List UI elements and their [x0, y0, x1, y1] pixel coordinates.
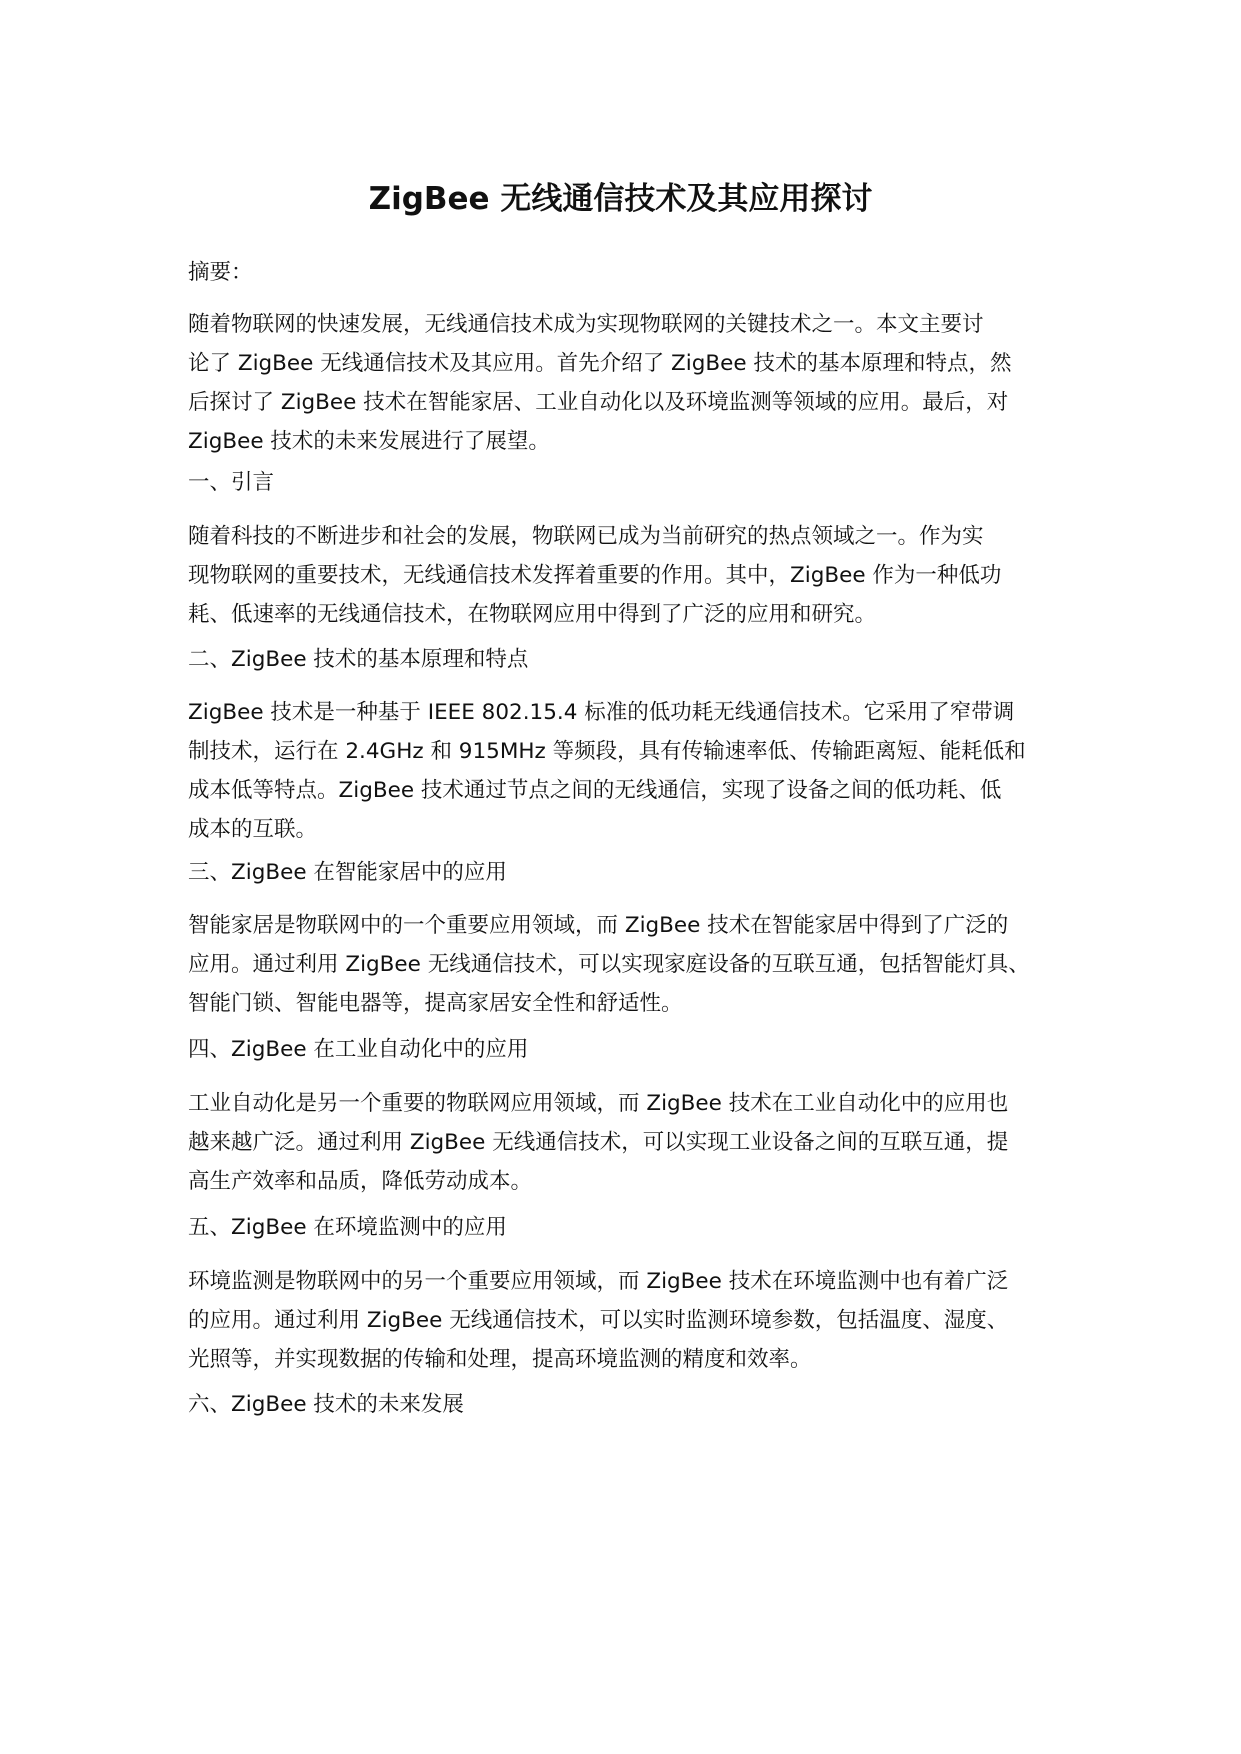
smart-home-paragraph — [188, 906, 1068, 1023]
paragraph-line: 越来越广泛。通过利用 ZigBee 无线通信技术，可以实现工业设备之间的互联互通，提 — [188, 1130, 1009, 1155]
section-heading-introduction — [188, 463, 1068, 502]
paragraph-line: 的应用。通过利用 ZigBee 无线通信技术，可以实时监测环境参数，包括温度、湿度、 — [188, 1308, 1009, 1333]
paragraph-line: ZigBee 技术是一种基于 IEEE 802.15.4 标准的低功耗无线通信技术。它采用了窄带调 — [188, 700, 1015, 725]
section-heading-principles — [188, 640, 1068, 679]
document-title: ZigBee 无线通信技术及其应用探讨 — [368, 181, 873, 217]
section-heading-text: 三、ZigBee 在智能家居中的应用 — [188, 860, 507, 885]
paragraph-line: ZigBee 技术的未来发展进行了展望。 — [188, 429, 550, 454]
section-heading-text: 二、ZigBee 技术的基本原理和特点 — [188, 647, 529, 672]
paragraph-line: 智能家居是物联网中的一个重要应用领域，而 ZigBee 技术在智能家居中得到了广泛的 — [188, 913, 1009, 938]
paragraph-line: 应用。通过利用 ZigBee 无线通信技术，可以实现家庭设备的互联互通，包括智能灯具、 — [188, 952, 1030, 977]
section-heading-text: 五、ZigBee 在环境监测中的应用 — [188, 1215, 507, 1240]
paragraph-line: 工业自动化是另一个重要的物联网应用领域，而 ZigBee 技术在工业自动化中的应用也 — [188, 1091, 1009, 1116]
section-heading-smart-home — [188, 853, 1068, 892]
section-heading-industrial — [188, 1030, 1068, 1069]
paragraph-line: 现物联网的重要技术，无线通信技术发挥着重要的作用。其中，ZigBee 作为一种低功 — [188, 563, 1002, 588]
section-heading-environment — [188, 1208, 1068, 1247]
paragraph-line: 智能门锁、智能电器等，提高家居安全性和舒适性。 — [188, 991, 683, 1016]
paragraph-line: 论了 ZigBee 无线通信技术及其应用。首先介绍了 ZigBee 技术的基本原理和特点，然 — [188, 351, 1012, 376]
paragraph-line: 随着物联网的快速发展，无线通信技术成为实现物联网的关键技术之一。本文主要讨 — [188, 312, 984, 337]
principles-paragraph — [188, 693, 1068, 849]
paragraph-line: 光照等，并实现数据的传输和处理，提高环境监测的精度和效率。 — [188, 1347, 812, 1372]
paragraph-line: 成本低等特点。ZigBee 技术通过节点之间的无线通信，实现了设备之间的低功耗、低 — [188, 778, 1002, 803]
industrial-paragraph — [188, 1084, 1068, 1201]
introduction-paragraph — [188, 517, 1068, 634]
paragraph-line: 高生产效率和品质，降低劳动成本。 — [188, 1169, 533, 1194]
paragraph-line: 随着科技的不断进步和社会的发展，物联网已成为当前研究的热点领域之一。作为实 — [188, 524, 984, 549]
abstract-paragraph — [188, 305, 1068, 461]
paragraph-line: 后探讨了 ZigBee 技术在智能家居、工业自动化以及环境监测等领域的应用。最后，对 — [188, 390, 1009, 415]
section-heading-future — [188, 1385, 1068, 1424]
environment-paragraph — [188, 1262, 1068, 1379]
paragraph-line: 环境监测是物联网中的另一个重要应用领域，而 ZigBee 技术在环境监测中也有着广泛 — [188, 1269, 1009, 1294]
paragraph-line: 成本的互联。 — [188, 817, 318, 842]
section-heading-text: 六、ZigBee 技术的未来发展 — [188, 1392, 464, 1417]
section-heading-text: 四、ZigBee 在工业自动化中的应用 — [188, 1037, 529, 1062]
paragraph-line: 耗、低速率的无线通信技术，在物联网应用中得到了广泛的应用和研究。 — [188, 602, 877, 627]
abstract-heading-text: 摘要： — [188, 260, 253, 285]
section-heading-text: 一、引言 — [188, 470, 275, 495]
paragraph-line: 制技术，运行在 2.4GHz 和 915MHz 等频段，具有传输速率低、传输距离短、能耗低和 — [188, 739, 1026, 764]
abstract-heading — [188, 253, 1068, 292]
